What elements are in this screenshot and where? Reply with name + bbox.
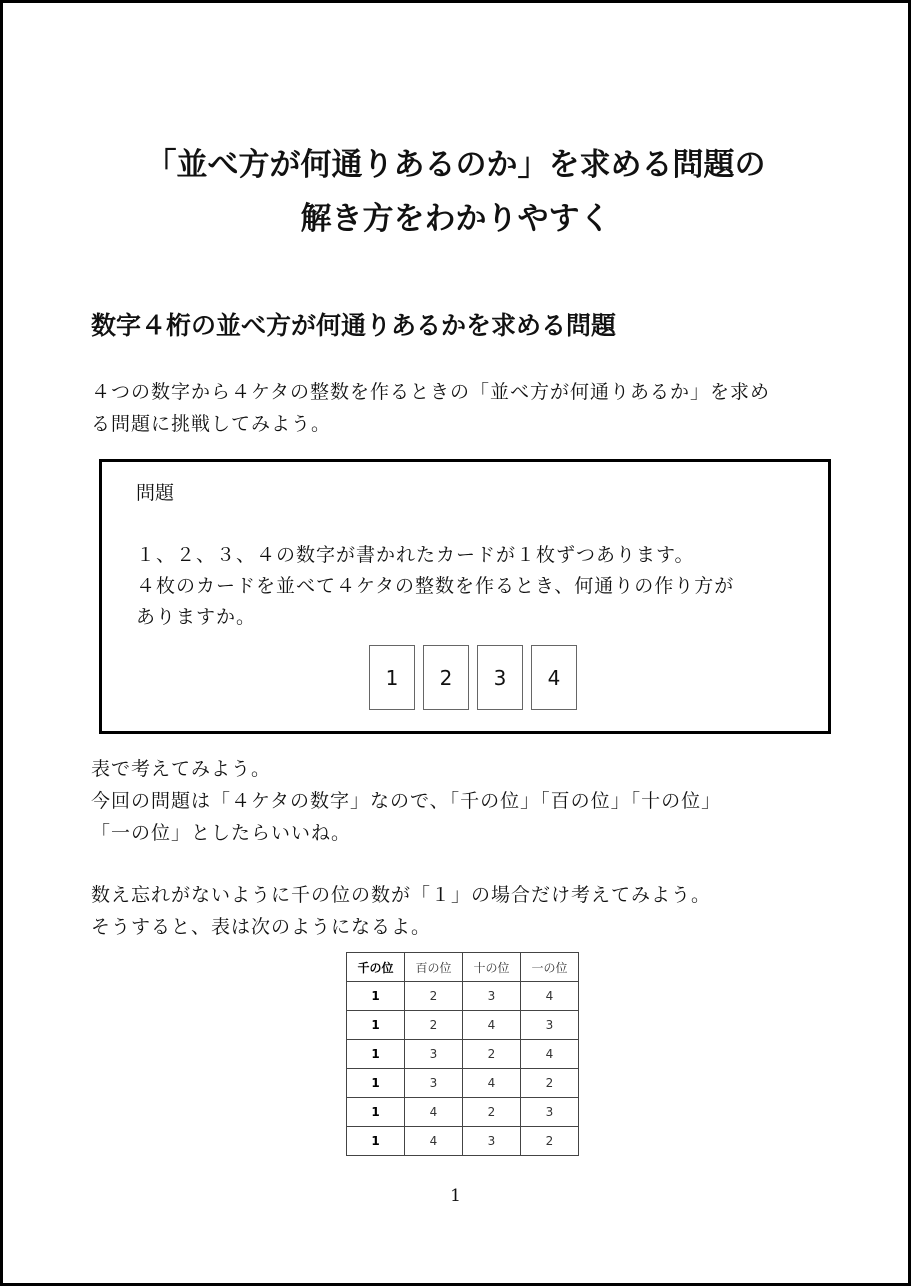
- para1-line-2: 今回の問題は「４ケタの数字」なので、「千の位」「百の位」「十の位」: [91, 790, 722, 812]
- table-cell: 2: [405, 982, 463, 1011]
- section-heading: 数字４桁の並べ方が何通りあるかを求める問題: [91, 311, 617, 340]
- intro-line-1: ４つの数字から４ケタの整数を作るときの「並べ方が何通りあるか」を求め: [91, 381, 771, 403]
- number-card: 3: [477, 645, 523, 710]
- number-card: 2: [423, 645, 469, 710]
- number-card: 4: [531, 645, 577, 710]
- intro-line-2: る問題に挑戦してみよう。: [91, 413, 332, 435]
- title-line-2: 解き方をわかりやすく: [300, 201, 611, 237]
- place-value-table: [346, 952, 579, 1156]
- problem-line-1: １、２、３、４の数字が書かれたカードが１枚ずつあります。: [136, 544, 695, 566]
- table-row: [347, 982, 579, 1011]
- table-cell: 3: [521, 1011, 579, 1040]
- table-header-cell: 一の位: [521, 953, 579, 982]
- table-cell: 1: [347, 1011, 405, 1040]
- table-cell: 2: [463, 1098, 521, 1127]
- table-cell: 1: [347, 982, 405, 1011]
- table-cell: 1: [347, 1098, 405, 1127]
- table-cell: 1: [347, 1127, 405, 1156]
- problem-label: 問題: [136, 482, 175, 504]
- para1-line-3: 「一の位」としたらいいね。: [91, 822, 352, 844]
- page-number: 1: [450, 1186, 461, 1206]
- para2-line-1: 数え忘れがないように千の位の数が「１」の場合だけ考えてみよう。: [91, 884, 712, 906]
- table-cell: 4: [521, 982, 579, 1011]
- table-cell: 4: [463, 1011, 521, 1040]
- table-cell: 2: [405, 1011, 463, 1040]
- para2-line-2: そうすると、表は次のようになるよ。: [91, 916, 432, 938]
- problem-box: [99, 459, 831, 734]
- problem-line-3: ありますか。: [136, 606, 257, 628]
- page-title: [3, 138, 908, 246]
- table-cell: 1: [347, 1040, 405, 1069]
- table-cell: 4: [463, 1069, 521, 1098]
- intro-paragraph: [91, 376, 831, 440]
- table-cell: 3: [463, 982, 521, 1011]
- table-cell: 3: [405, 1069, 463, 1098]
- table-cell: 4: [405, 1098, 463, 1127]
- table-cell: 1: [347, 1069, 405, 1098]
- table-row: [347, 1011, 579, 1040]
- table-cell: 3: [521, 1098, 579, 1127]
- table-row: [347, 1069, 579, 1098]
- table-cell: 2: [463, 1040, 521, 1069]
- table-cell: 3: [463, 1127, 521, 1156]
- para1-line-1: 表で考えてみよう。: [91, 758, 272, 780]
- problem-line-2: ４枚のカードを並べて４ケタの整数を作るとき、何通りの作り方が: [136, 575, 735, 597]
- table-cell: 2: [521, 1127, 579, 1156]
- table-cell: 4: [405, 1127, 463, 1156]
- table-row: [347, 1040, 579, 1069]
- table-header-cell: 十の位: [463, 953, 521, 982]
- table-cell: 3: [405, 1040, 463, 1069]
- problem-text: [136, 540, 796, 633]
- table-cell: 2: [521, 1069, 579, 1098]
- explanation-paragraph-1: [91, 753, 851, 849]
- table-header-row: [347, 953, 579, 982]
- title-line-1: 「並べ方が何通りあるのか」を求める問題の: [145, 147, 766, 183]
- number-cards: [369, 645, 577, 710]
- table-cell: 4: [521, 1040, 579, 1069]
- table-header-cell: 千の位: [347, 953, 405, 982]
- table-row: [347, 1127, 579, 1156]
- table-row: [347, 1098, 579, 1127]
- table-header-cell: 百の位: [405, 953, 463, 982]
- explanation-paragraph-2: [91, 879, 851, 943]
- number-card: 1: [369, 645, 415, 710]
